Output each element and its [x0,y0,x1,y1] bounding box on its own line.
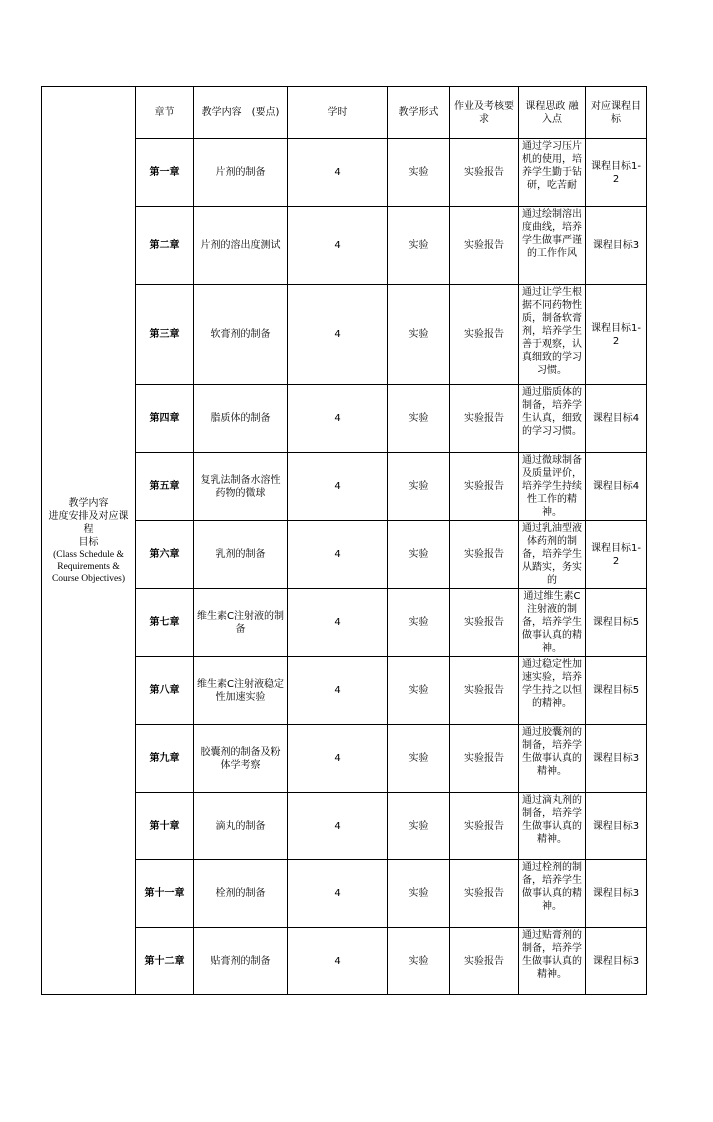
chapter-cell: 第十一章 [136,860,194,928]
ideology-text: 通过胶囊剂的制备，培养学生做事认真的精神。 [522,726,582,777]
side-label-cell [42,87,136,995]
form-cell: 实验 [388,521,450,589]
ideology-text: 通过脂质体的制备，培养学生认真，细致的学习习惯。 [522,386,582,437]
hours-cell: 4 [288,385,388,453]
objective-cell: 课程目标3 [586,928,647,995]
objective-cell: 课程目标4 [586,453,647,521]
ideology-text: 通过微球制备及质量评价，培养学生持续性工作的精神。 [522,454,582,518]
ideology-cell [519,285,586,385]
hours-cell: 4 [288,725,388,793]
assessment-cell: 实验报告 [450,385,519,453]
objective-cell: 课程目标3 [586,207,647,285]
form-cell: 实验 [388,725,450,793]
form-cell: 实验 [388,453,450,521]
side-label-line-en: Requirements & [57,561,120,572]
objective-cell: 课程目标1-2 [586,521,647,589]
form-cell: 实验 [388,928,450,995]
chapter-cell: 第五章 [136,453,194,521]
ideology-cell [519,860,586,928]
content-cell: 维生素C注射液稳定性加速实验 [194,657,288,725]
form-cell: 实验 [388,860,450,928]
chapter-cell: 第六章 [136,521,194,589]
chapter-cell: 第十二章 [136,928,194,995]
hours-cell: 4 [288,139,388,207]
chapter-cell: 第十章 [136,793,194,860]
class-schedule-table [41,86,647,995]
content-cell: 栓剂的制备 [194,860,288,928]
ideology-text: 通过维生素C注射液的制备，培养学生做事认真的精神。 [522,590,582,654]
assessment-cell: 实验报告 [450,285,519,385]
side-label-line: 程 [83,523,94,535]
ideology-text: 通过栓剂的制备，培养学生做事认真的精神。 [522,861,582,912]
header-content: 教学内容 (要点) [194,87,288,139]
form-cell: 实验 [388,589,450,657]
content-cell: 软膏剂的制备 [194,285,288,385]
chapter-cell: 第七章 [136,589,194,657]
objective-cell: 课程目标5 [586,657,647,725]
side-label-line: 教学内容 [68,497,109,509]
hours-cell: 4 [288,521,388,589]
form-cell: 实验 [388,793,450,860]
ideology-text: 通过绘制溶出度曲线，培养学生做事严谨的工作作风 [522,208,582,259]
content-cell: 复乳法制备水溶性药物的微球 [194,453,288,521]
ideology-cell [519,793,586,860]
assessment-cell: 实验报告 [450,793,519,860]
ideology-cell [519,521,586,589]
ideology-cell [519,928,586,995]
assessment-cell: 实验报告 [450,657,519,725]
chapter-cell: 第四章 [136,385,194,453]
ideology-cell [519,385,586,453]
objective-cell: 课程目标3 [586,860,647,928]
content-cell: 脂质体的制备 [194,385,288,453]
hours-cell: 4 [288,657,388,725]
ideology-cell [519,589,586,657]
form-cell: 实验 [388,207,450,285]
ideology-text: 通过乳油型液体药剂的制备，培养学生从踏实，务实的 [522,522,582,586]
chapter-cell: 第九章 [136,725,194,793]
content-cell: 片剂的制备 [194,139,288,207]
content-cell: 乳剂的制备 [194,521,288,589]
objective-cell: 课程目标5 [586,589,647,657]
content-cell: 贴膏剂的制备 [194,928,288,995]
assessment-cell: 实验报告 [450,207,519,285]
chapter-cell: 第一章 [136,139,194,207]
objective-cell: 课程目标1-2 [586,285,647,385]
ideology-cell [519,453,586,521]
header-form: 教学形式 [388,87,450,139]
assessment-cell: 实验报告 [450,453,519,521]
chapter-cell: 第三章 [136,285,194,385]
header-assessment: 作业及考核要求 [450,87,519,139]
hours-cell: 4 [288,589,388,657]
ideology-text: 通过滴丸剂的制备，培养学生做事认真的精神。 [522,794,582,845]
assessment-cell: 实验报告 [450,521,519,589]
hours-cell: 4 [288,207,388,285]
hours-cell: 4 [288,928,388,995]
assessment-cell: 实验报告 [450,139,519,207]
ideology-text: 通过稳定性加速实验，培养学生持之以恒的精神。 [522,658,582,709]
ideology-cell [519,139,586,207]
chapter-cell: 第二章 [136,207,194,285]
hours-cell: 4 [288,793,388,860]
header-ideology: 课程思政 融入点 [519,87,586,139]
objective-cell: 课程目标4 [586,385,647,453]
ideology-text: 通过贴膏剂的制备，培养学生做事认真的精神。 [522,929,582,980]
side-label-line-en: Course Objectives) [51,573,126,584]
ideology-cell [519,657,586,725]
objective-cell: 课程目标3 [586,725,647,793]
header-hours: 学时 [288,87,388,139]
ideology-cell [519,207,586,285]
side-label-line-en: (Class Schedule & [53,549,124,560]
side-label-line: 目标 [78,536,99,548]
ideology-text: 通过学习压片机的使用，培养学生勤于钻研，吃苦耐 [522,140,582,191]
chapter-cell: 第八章 [136,657,194,725]
ideology-text: 通过让学生根据不同药物性质，制备软膏剂，培养学生善于观察，认真细致的学习习惯。 [522,286,582,376]
header-chapter: 章节 [136,87,194,139]
header-row [42,87,647,139]
assessment-cell: 实验报告 [450,725,519,793]
hours-cell: 4 [288,860,388,928]
header-objective: 对应课程目标 [586,87,647,139]
content-cell: 胶囊剂的制备及粉体学考察 [194,725,288,793]
ideology-cell [519,725,586,793]
form-cell: 实验 [388,139,450,207]
form-cell: 实验 [388,285,450,385]
assessment-cell: 实验报告 [450,589,519,657]
content-cell: 滴丸的制备 [194,793,288,860]
side-label-line: 进度安排及对应课 [48,510,129,522]
objective-cell: 课程目标1-2 [586,139,647,207]
form-cell: 实验 [388,657,450,725]
hours-cell: 4 [288,285,388,385]
assessment-cell: 实验报告 [450,860,519,928]
content-cell: 片剂的溶出度测试 [194,207,288,285]
objective-cell: 课程目标3 [586,793,647,860]
hours-cell: 4 [288,453,388,521]
assessment-cell: 实验报告 [450,928,519,995]
content-cell: 维生素C注射液的制备 [194,589,288,657]
form-cell: 实验 [388,385,450,453]
